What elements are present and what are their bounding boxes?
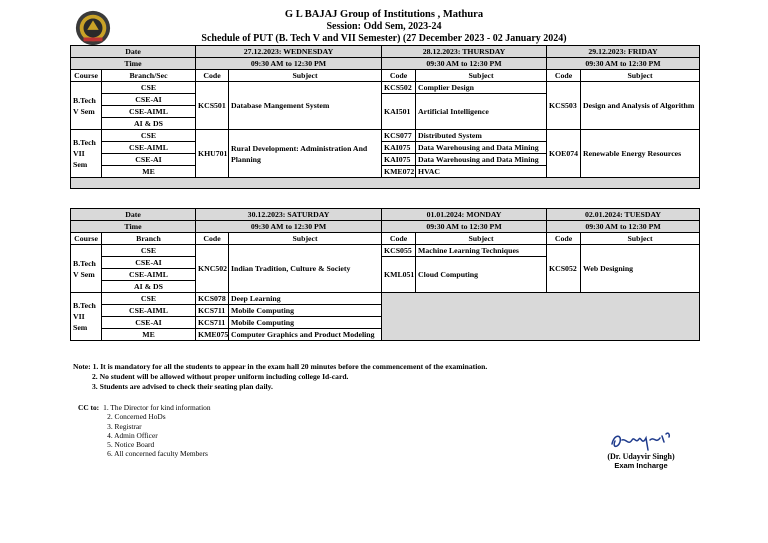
course-cell: B.Tech V Sem — [71, 245, 102, 293]
date-row — [71, 46, 700, 58]
branch-cell: CSE-AIML — [102, 106, 196, 118]
branch-cell: CSE-AI — [102, 317, 196, 329]
branch-cell: CSE-AIML — [102, 269, 196, 281]
day-time: 09:30 AM to 12:30 PM — [196, 58, 382, 70]
subject-cell: Design and Analysis of Algorithm — [581, 82, 700, 130]
subject-cell: Rural Development: Administration And Planning — [229, 130, 382, 178]
spacer-row — [71, 178, 700, 189]
branch-cell: CSE — [102, 245, 196, 257]
subject-cell: Artificial Intelligence — [416, 94, 547, 130]
subject-header: Subject — [229, 70, 382, 82]
handwritten-signature — [606, 428, 676, 454]
day-time: 09:30 AM to 12:30 PM — [196, 221, 382, 233]
code-cell: KCS077 — [382, 130, 416, 142]
day-date: 27.12.2023: WEDNESDAY — [196, 46, 382, 58]
day-time: 09:30 AM to 12:30 PM — [382, 58, 547, 70]
subject-cell: Mobile Computing — [229, 305, 382, 317]
code-cell: KCS503 — [547, 82, 581, 130]
subject-cell: Renewable Energy Resources — [581, 130, 700, 178]
table-row — [71, 130, 700, 142]
subject-header: Subject — [581, 70, 700, 82]
subject-cell: Cloud Computing — [416, 257, 547, 293]
branch-cell: CSE-AIML — [102, 305, 196, 317]
branch-cell: ME — [102, 329, 196, 341]
code-header: Code — [196, 233, 229, 245]
subject-cell: Complier Design — [416, 82, 547, 94]
cc-label: CC to: — [78, 403, 100, 412]
course-cell: B.Tech V Sem — [71, 82, 102, 130]
date-row — [71, 209, 700, 221]
code-header: Code — [196, 70, 229, 82]
subject-cell: Web Designing — [581, 245, 700, 293]
subject-header: Subject — [416, 70, 547, 82]
day-date: 28.12.2023: THURSDAY — [382, 46, 547, 58]
branch-cell: AI & DS — [102, 118, 196, 130]
schedule-title: Schedule of PUT (B. Tech V and VII Semester) (27 December 2023 - 02 January 2024) — [201, 33, 567, 44]
signature-block — [586, 428, 696, 470]
branch-cell: CSE-AI — [102, 154, 196, 166]
table-row — [71, 82, 700, 94]
course-header: Course — [71, 70, 102, 82]
day-time: 09:30 AM to 12:30 PM — [547, 221, 700, 233]
branch-cell: CSE — [102, 293, 196, 305]
notes-block — [73, 362, 487, 392]
cc-item: 2. Concerned HoDs — [107, 412, 166, 422]
time-label: Time — [71, 221, 196, 233]
code-cell: KCS078 — [196, 293, 229, 305]
note-line: 2. No student will be allowed without proper uniform including college Id-card. — [92, 372, 349, 381]
code-header: Code — [547, 233, 581, 245]
branch-cell: CSE-AIML — [102, 142, 196, 154]
code-cell: KOE074 — [547, 130, 581, 178]
subject-header: Subject — [229, 233, 382, 245]
cc-item: 4. Admin Officer — [107, 430, 158, 440]
date-label: Date — [71, 46, 196, 58]
subject-cell: Mobile Computing — [229, 317, 382, 329]
subject-cell: Data Warehousing and Data Mining — [416, 142, 547, 154]
code-cell: KME072 — [382, 166, 416, 178]
course-cell: B.Tech VII Sem — [71, 293, 102, 341]
cc-item: 1. The Director for kind information — [103, 403, 211, 412]
signatory-name: (Dr. Udayvir Singh) — [607, 452, 675, 461]
branch-cell: AI & DS — [102, 281, 196, 293]
session-line: Session: Odd Sem, 2023-24 — [326, 21, 442, 32]
spacer-cell — [71, 178, 700, 189]
note-line: 3. Students are advised to check their seating plan daily. — [92, 382, 273, 391]
date-label: Date — [71, 209, 196, 221]
branch-cell: CSE-AI — [102, 94, 196, 106]
schedule-table-week2 — [70, 208, 700, 341]
branch-cell: CSE — [102, 82, 196, 94]
branch-header: Branch/Sec — [102, 70, 196, 82]
code-cell: KCS711 — [196, 317, 229, 329]
day-time: 09:30 AM to 12:30 PM — [382, 221, 547, 233]
code-cell: KCS501 — [196, 82, 229, 130]
day-time: 09:30 AM to 12:30 PM — [547, 58, 700, 70]
cc-block — [78, 403, 211, 459]
subject-cell: Deep Learning — [229, 293, 382, 305]
empty-shaded-block — [382, 293, 700, 341]
subject-cell: Computer Graphics and Product Modeling — [229, 329, 382, 341]
day-date: 01.01.2024: MONDAY — [382, 209, 547, 221]
code-cell: KCS052 — [547, 245, 581, 293]
cc-item: 5. Notice Board — [107, 440, 155, 450]
subject-cell: Data Warehousing and Data Mining — [416, 154, 547, 166]
column-header-row — [71, 233, 700, 245]
code-cell: KCS055 — [382, 245, 416, 257]
code-header: Code — [382, 233, 416, 245]
schedule-table-week1 — [70, 45, 700, 189]
subject-cell: HVAC — [416, 166, 547, 178]
code-cell: KAI075 — [382, 154, 416, 166]
course-header: Course — [71, 233, 102, 245]
code-cell: KCS502 — [382, 82, 416, 94]
column-header-row — [71, 70, 700, 82]
code-header: Code — [382, 70, 416, 82]
table-row — [71, 293, 700, 305]
table-row — [71, 245, 700, 257]
branch-header: Branch — [102, 233, 196, 245]
institution-name: G L BAJAJ Group of Institutions , Mathura — [284, 9, 484, 20]
branch-cell: CSE-AI — [102, 257, 196, 269]
branch-cell: CSE — [102, 130, 196, 142]
code-cell: KCS711 — [196, 305, 229, 317]
cc-list — [103, 403, 210, 459]
cc-item: 3. Registrar — [107, 421, 142, 431]
cc-item: 6. All concerned faculty Members — [107, 449, 208, 459]
subject-header: Subject — [416, 233, 547, 245]
note-line: Note: 1. It is mandatory for all the students to appear in the exam hall 20 minutes before the commencement of the examination. — [73, 362, 488, 371]
course-cell: B.Tech VII Sem — [71, 130, 102, 178]
code-header: Code — [547, 70, 581, 82]
day-date: 29.12.2023: FRIDAY — [547, 46, 700, 58]
branch-cell: ME — [102, 166, 196, 178]
code-cell: KNC502 — [196, 245, 229, 293]
signatory-title: Exam Incharge — [614, 461, 668, 470]
day-date: 02.01.2024: TUESDAY — [547, 209, 700, 221]
time-row — [71, 58, 700, 70]
code-cell: KAI501 — [382, 94, 416, 130]
subject-cell: Indian Tradition, Culture & Society — [229, 245, 382, 293]
code-cell: KHU701 — [196, 130, 229, 178]
code-cell: KME075 — [196, 329, 229, 341]
subject-header: Subject — [581, 233, 700, 245]
code-cell: KAI075 — [382, 142, 416, 154]
time-label: Time — [71, 58, 196, 70]
time-row — [71, 221, 700, 233]
day-date: 30.12.2023: SATURDAY — [196, 209, 382, 221]
subject-cell: Distributed System — [416, 130, 547, 142]
subject-cell: Machine Learning Techniques — [416, 245, 547, 257]
subject-cell: Database Mangement System — [229, 82, 382, 130]
code-cell: KML051 — [382, 257, 416, 293]
